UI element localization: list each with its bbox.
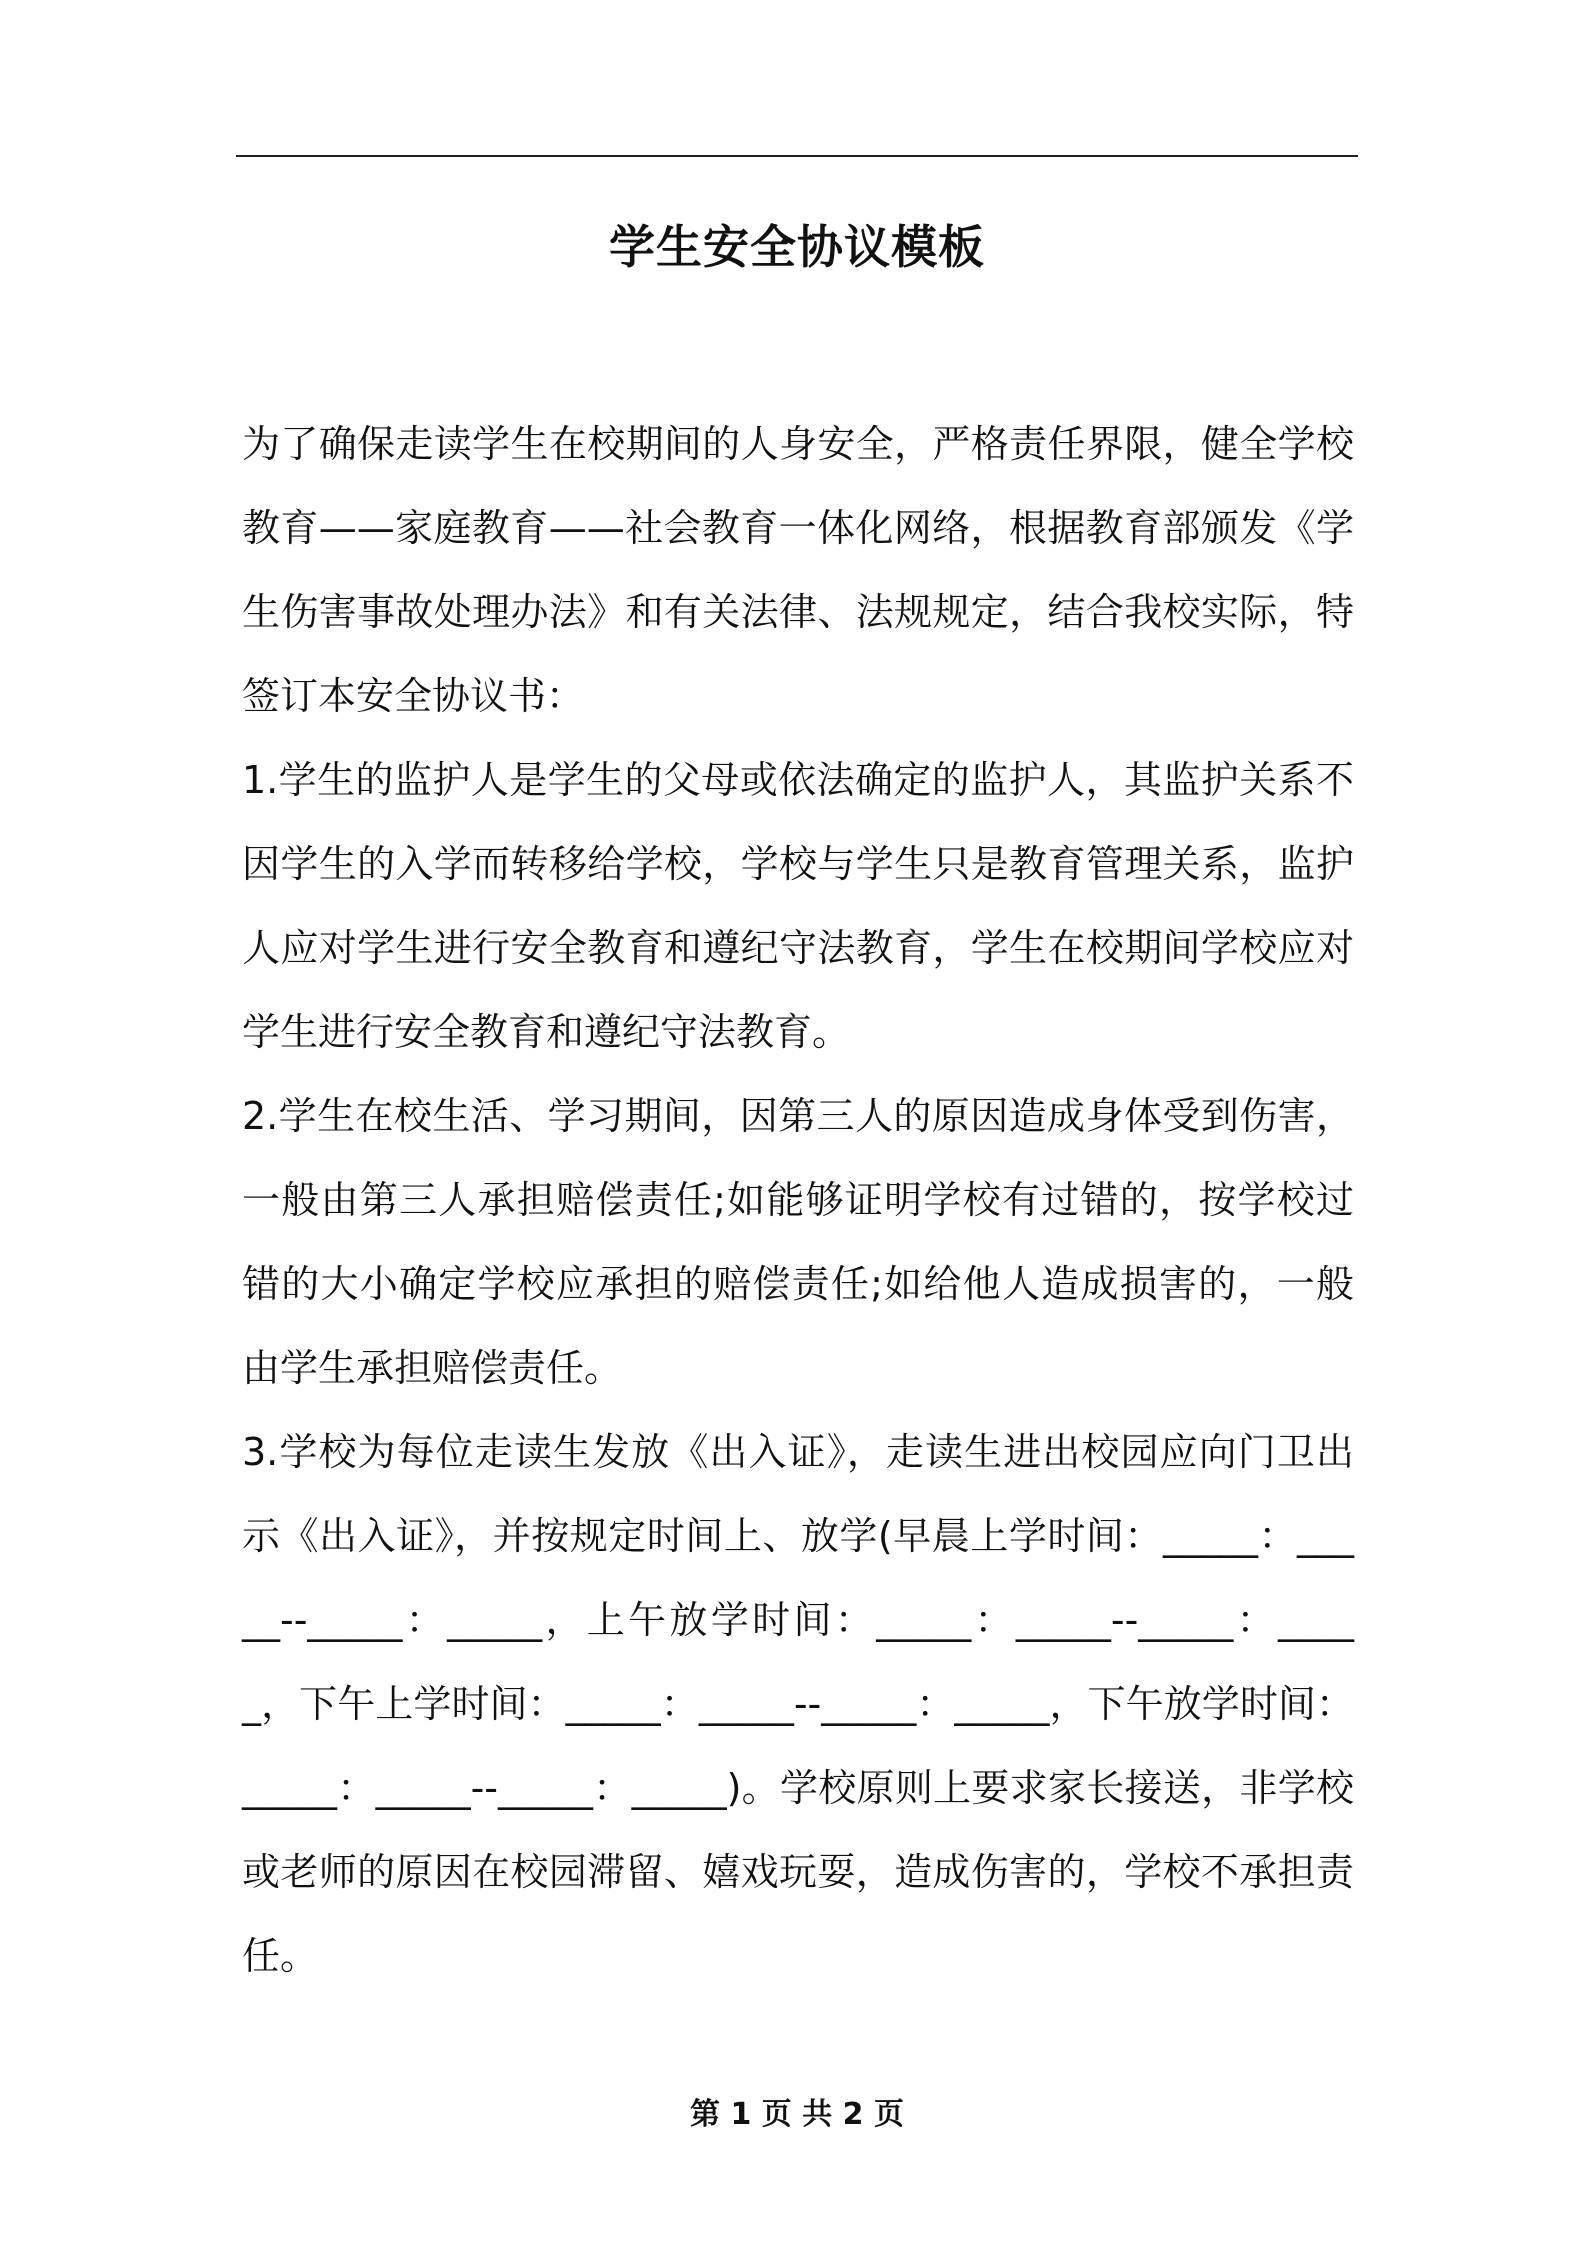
header-rule [236, 155, 1358, 157]
document-body [242, 402, 1354, 1998]
clause-3-paragraph: 3.学校为每位走读生发放《出入证》，走读生进出校园应向门卫出示《出入证》，并按规定时间上、放学(早晨上学时间：_____：_____--_____：_____，上午放学时间：_____：_____--_____：_____，下午上学时间：_____：_____--_____：_____，下午放学时间：_____：_____--_____：_____)。学校原则上要求家长接送，非学校或老师的原因在校园滞留、嬉戏玩耍，造成伤害的，学校不承担责任。 [242, 1430, 1354, 1978]
page-number-footer: 第 1 页 共 2 页 [690, 2097, 904, 2132]
clause-1-paragraph: 1.学生的监护人是学生的父母或依法确定的监护人，其监护关系不因学生的入学而转移给学校，学校与学生只是教育管理关系，监护人应对学生进行安全教育和遵纪守法教育，学生在校期间学校应对学生进行安全教育和遵纪守法教育。 [242, 758, 1354, 1054]
intro-paragraph: 为了确保走读学生在校期间的人身安全，严格责任界限，健全学校教育——家庭教育——社会教育一体化网络，根据教育部颁发《学生伤害事故处理办法》和有关法律、法规规定，结合我校实际，特签订本安全协议书： [242, 422, 1354, 718]
document-title: 学生安全协议模板 [609, 220, 985, 274]
clause-2-paragraph: 2.学生在校生活、学习期间，因第三人的原因造成身体受到伤害，一般由第三人承担赔偿责任;如能够证明学校有过错的，按学校过错的大小确定学校应承担的赔偿责任;如给他人造成损害的，一般由学生承担赔偿责任。 [242, 1094, 1354, 1390]
